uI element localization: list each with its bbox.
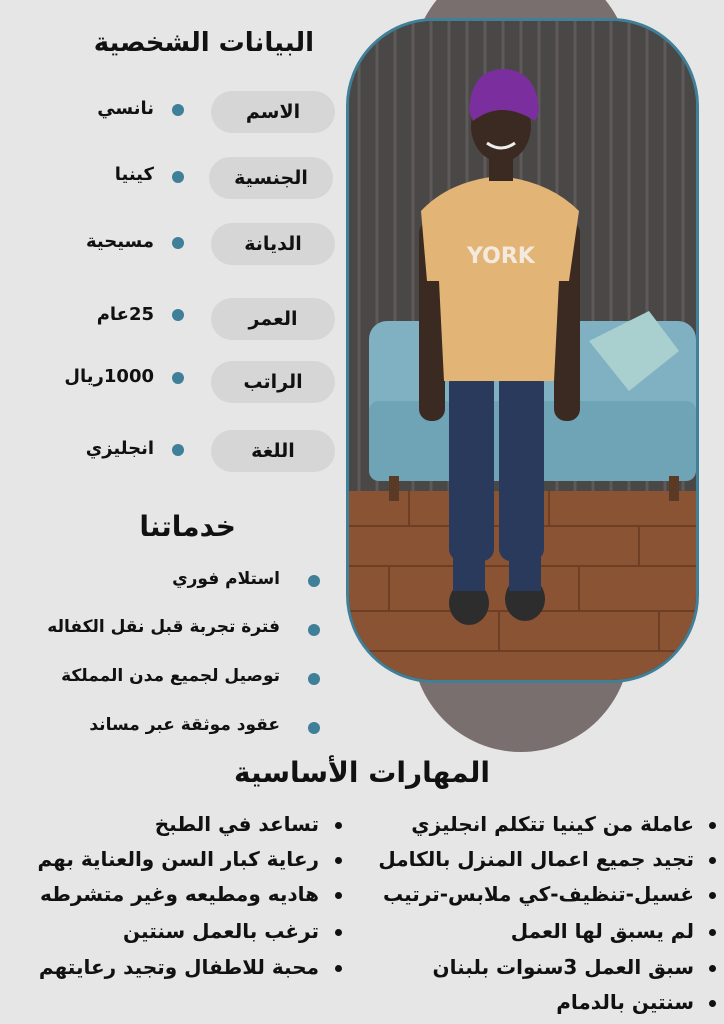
bullet-dot-icon: [172, 444, 184, 456]
skill-item: تجيد جميع اعمال المنزل بالكامل: [378, 847, 694, 871]
service-item: فترة تجربة قبل نقل الكفاله: [47, 617, 280, 637]
bullet-dot-icon: [172, 104, 184, 116]
bullet-icon: [335, 822, 342, 829]
skill-item: هاديه ومطيعه وغير متشرطه: [39, 882, 319, 906]
field-value-religion: مسيحية: [85, 231, 154, 252]
skill-item: رعاية كبار السن والعناية بهم: [37, 847, 319, 871]
bullet-icon: [335, 965, 342, 972]
personal-info-title: البيانات الشخصية: [93, 28, 314, 58]
skill-item: عاملة من كينيا تتكلم انجليزي: [411, 812, 694, 836]
field-label-nationality: الجنسية: [209, 157, 333, 199]
bullet-icon: [335, 929, 342, 936]
field-label-name: الاسم: [211, 91, 335, 133]
bullet-icon: [709, 857, 716, 864]
skill-item: تساعد في الطبخ: [154, 812, 319, 836]
bullet-dot-icon: [308, 673, 320, 685]
bullet-dot-icon: [308, 575, 320, 587]
service-item: توصيل لجميع مدن المملكة: [61, 666, 280, 686]
field-value-language: انجليزي: [85, 438, 154, 459]
services-title: خدماتنا: [139, 510, 236, 543]
bullet-dot-icon: [172, 171, 184, 183]
skill-item: محبة للاطفال وتجيد رعايتهم: [38, 955, 319, 979]
worker-photo: [346, 18, 699, 683]
bullet-icon: [335, 857, 342, 864]
worker-photo-illustration: [349, 21, 696, 680]
bullet-icon: [709, 892, 716, 899]
field-value-age: 25عام: [96, 304, 154, 325]
shirt-print-text: YORK: [467, 244, 535, 269]
service-item: عقود موثقة عبر مساند: [89, 715, 280, 735]
bullet-icon: [709, 1000, 716, 1007]
field-label-language: اللغة: [211, 430, 335, 472]
service-item: استلام فوري: [172, 569, 280, 589]
bullet-dot-icon: [308, 624, 320, 636]
bullet-dot-icon: [172, 309, 184, 321]
skill-item: سبق العمل 3سنوات بلبنان: [432, 955, 694, 979]
field-label-salary: الراتب: [211, 361, 335, 403]
bullet-icon: [709, 929, 716, 936]
field-label-religion: الديانة: [211, 223, 335, 265]
bullet-icon: [709, 965, 716, 972]
bullet-dot-icon: [172, 237, 184, 249]
bullet-icon: [335, 892, 342, 899]
bullet-dot-icon: [172, 372, 184, 384]
skill-item: غسيل-تنظيف-كي ملابس-ترتيب: [382, 882, 694, 906]
bullet-icon: [709, 822, 716, 829]
field-value-salary: 1000ريال: [64, 366, 154, 387]
skill-item: سنتين بالدمام: [556, 990, 694, 1014]
skill-item: لم يسبق لها العمل: [510, 919, 694, 943]
skills-title: المهارات الأساسية: [234, 756, 490, 789]
bullet-dot-icon: [308, 722, 320, 734]
field-value-name: نانسي: [97, 98, 154, 119]
field-label-age: العمر: [211, 298, 335, 340]
skill-item: ترغب بالعمل سنتين: [123, 919, 319, 943]
field-value-nationality: كينيا: [114, 164, 154, 185]
